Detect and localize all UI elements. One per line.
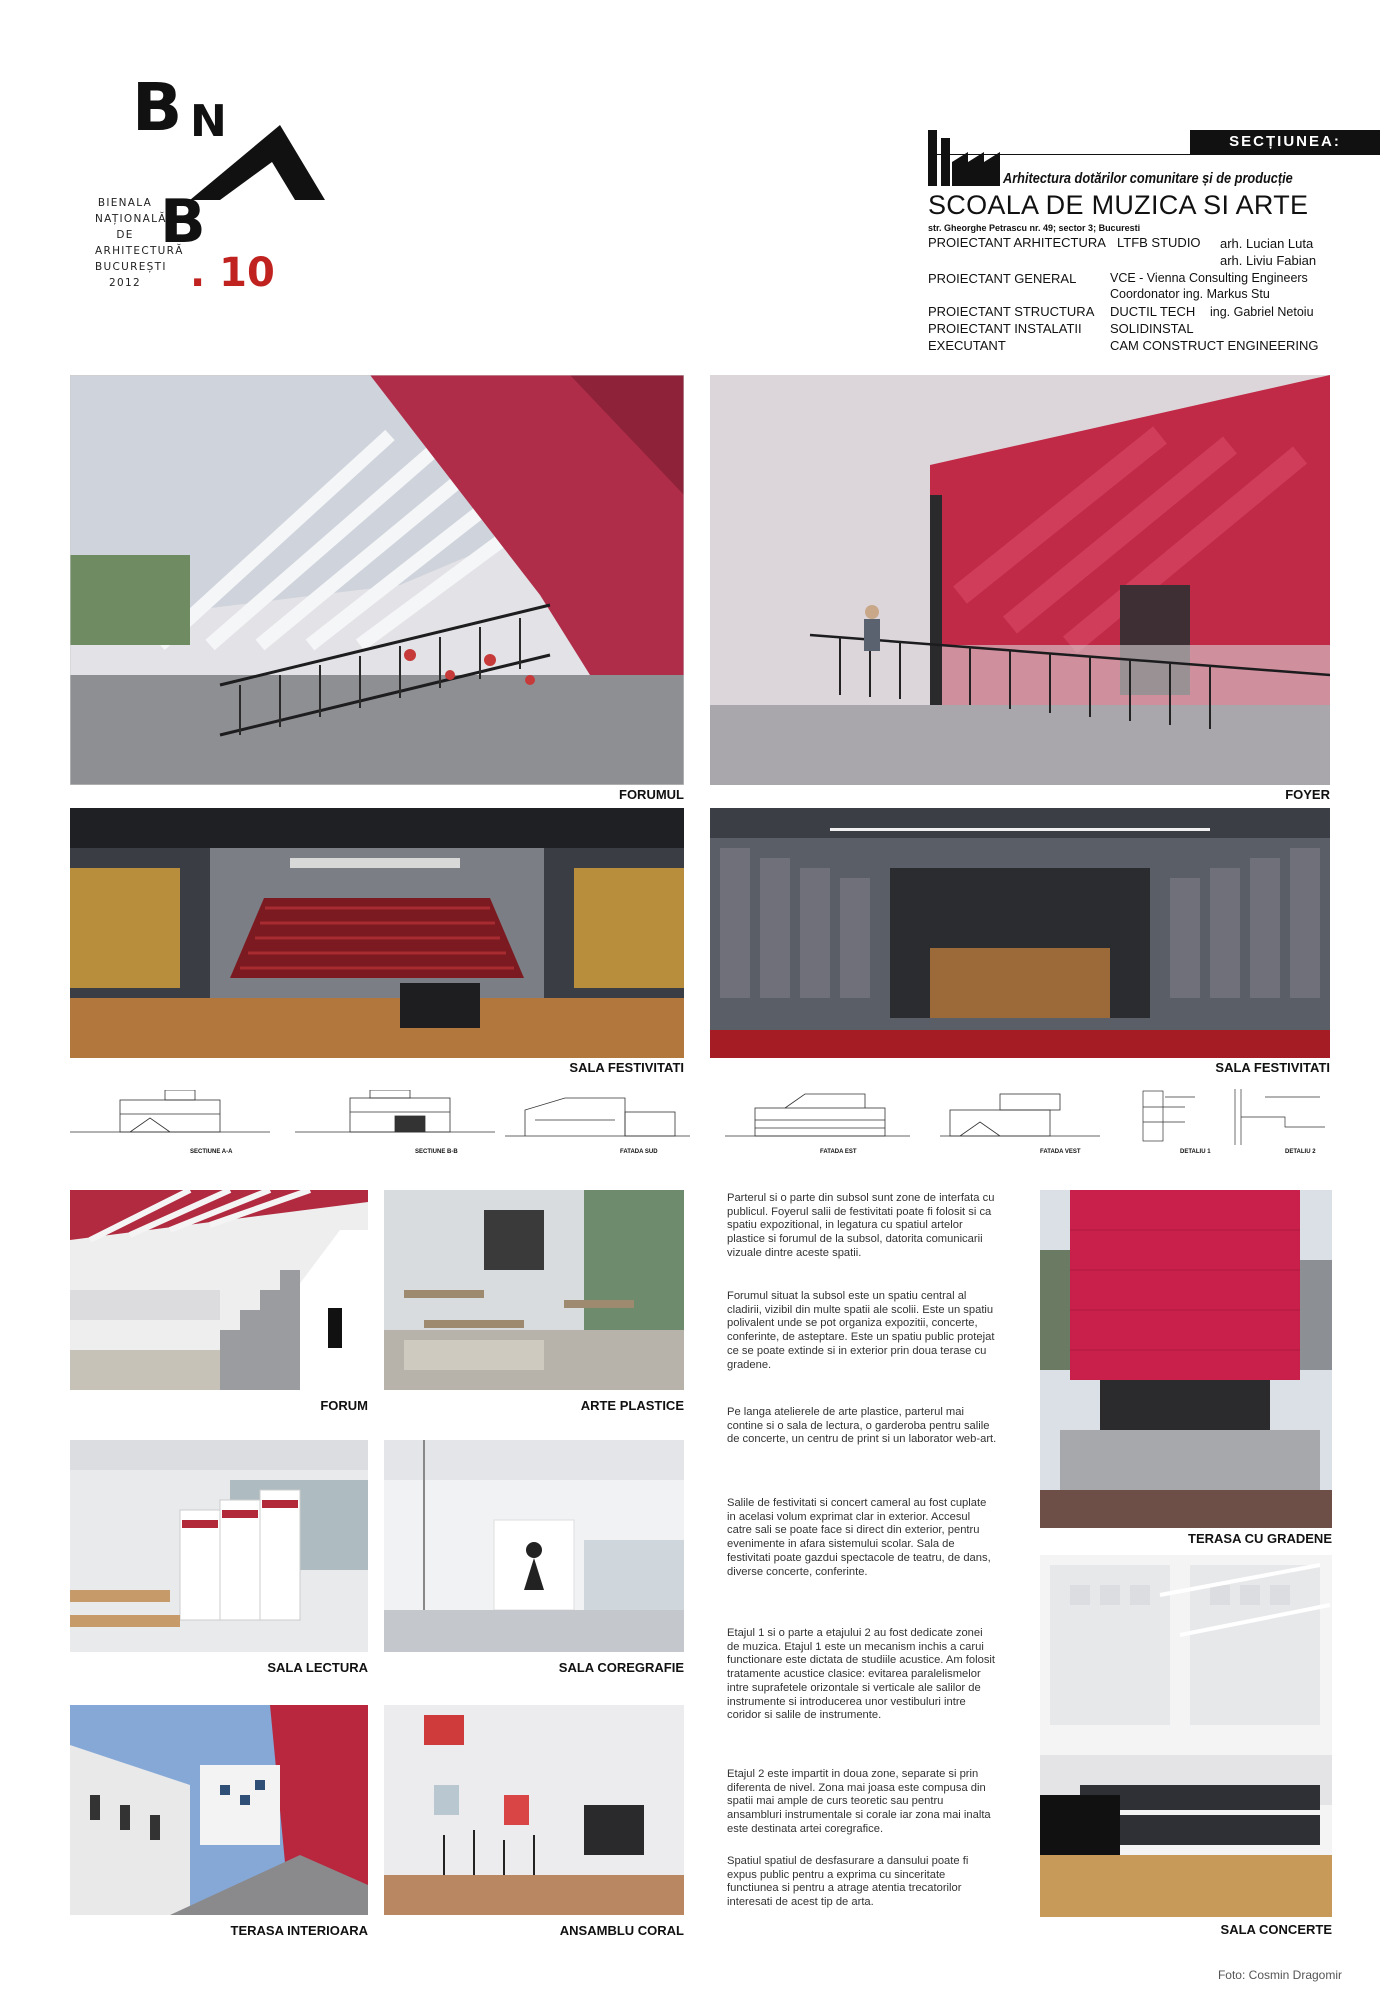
photo-sala-festivitati-2 <box>710 808 1330 1058</box>
credit-role: PROIECTANT STRUCTURA <box>928 304 1095 319</box>
logo-subtitle-line: ARHITECTURĂ <box>95 245 184 257</box>
logo-letter-b2: B <box>160 187 206 257</box>
description-paragraph: Salile de festivitati si concert cameral au fost cuplate in acelasi volum exprimat clar in exterior. Accesul catre sali se poate face si direct din exterior, pentru evenimente in afara sistemului scolar. Sala de festivitati poate gazdui spectacole de teatru, de dans, diverse concerte, conferinte. <box>727 1497 991 1578</box>
drawing-detaliu-2 <box>1225 1087 1330 1147</box>
project-address: str. Gheorghe Petrascu nr. 49; sector 3; Bucuresti <box>928 223 1141 233</box>
caption-terasa-interioara: TERASA INTERIOARA <box>230 1923 368 1938</box>
description-paragraph: Etajul 1 si o parte a etajului 2 au fost dedicate zonei de muzica. Etajul 1 este un mecanism inchis a carui functionare este dictata de studiile acustice. Am folosit tratamente acustice clasice: evitarea paralelismelor intre suprafetele orizontale si verticale ale salilor de instrumente si introducerea unor vestibuluri intre coridor si salile de instrumente. <box>727 1627 996 1722</box>
logo-letter-b1: B <box>132 69 183 146</box>
factory-icon <box>928 128 1002 186</box>
credit-role: EXECUTANT <box>928 338 1006 353</box>
photo-foyer <box>710 375 1330 785</box>
photo-arte-plastice <box>384 1190 684 1390</box>
caption-sala-festivitati-1: SALA FESTIVITATI <box>569 1060 684 1075</box>
caption-arte-plastice: ARTE PLASTICE <box>580 1398 684 1413</box>
logo-subtitle-line: 2012 <box>109 277 141 289</box>
credit-person: ing. Gabriel Netoiu <box>1210 305 1314 319</box>
credit-person: arh. Liviu Fabian <box>1220 253 1317 268</box>
logo-edition: . 10 <box>190 250 275 296</box>
description-paragraph: Pe langa atelierele de arte plastice, parterul mai contine si o sala de lectura, o garderoba pentru salile de concerte, un centru de print si un laborator web-art. <box>727 1406 997 1446</box>
caption-forumul: FORUMUL <box>619 787 684 802</box>
caption-ansamblu-coral: ANSAMBLU CORAL <box>559 1923 684 1938</box>
photo-sala-festivitati-1 <box>70 808 684 1058</box>
credit-firm: DUCTIL TECH <box>1110 304 1196 319</box>
photo-forum <box>70 1190 368 1390</box>
caption-fatada-sud: FATADA SUD <box>620 1149 658 1155</box>
caption-sectiune-b-b: SECTIUNE B-B <box>415 1149 458 1155</box>
caption-sala-lectura: SALA LECTURA <box>267 1660 368 1675</box>
photo-credit: Foto: Cosmin Dragomir <box>1217 1968 1342 1982</box>
credit-role: PROIECTANT ARHITECTURA <box>928 235 1106 250</box>
photo-terasa-cu-gradene <box>1040 1190 1332 1528</box>
caption-forum: FORUM <box>320 1398 368 1413</box>
logo-subtitle-line: DE <box>116 229 134 241</box>
photo-terasa-interioara <box>70 1705 368 1915</box>
drawing-fatada-est <box>725 1090 910 1145</box>
photo-forumul <box>70 375 684 785</box>
caption-sala-concerte: SALA CONCERTE <box>1220 1922 1332 1937</box>
credit-firm: Coordonator ing. Markus Stu <box>1110 287 1270 301</box>
credit-firm: SOLIDINSTAL <box>1110 321 1194 336</box>
credit-role: PROIECTANT INSTALATII <box>928 321 1082 336</box>
drawing-detaliu-1 <box>1135 1087 1205 1147</box>
project-title: SCOALA DE MUZICA SI ARTE <box>928 190 1309 220</box>
section-label: SECȚIUNEA: <box>1190 130 1380 154</box>
drawing-sectiune-a-a <box>70 1090 270 1145</box>
credit-role: PROIECTANT GENERAL <box>928 271 1077 286</box>
caption-fatada-vest: FATADA VEST <box>1040 1149 1081 1155</box>
caption-detaliu-2: DETALIU 2 <box>1285 1149 1316 1155</box>
description-paragraph: Forumul situat la subsol este un spatiu central al cladirii, vizibil din multe spatii ale scolii. Este un spatiu polivalent unde se pot organiza expozitii, concerte, conferinte, de asteptare. Este un spatiu public protejat ce se poate extinde si in exterior prin doua terase cu gradene. <box>727 1290 995 1371</box>
logo-subtitle-line: BUCUREȘTI <box>95 261 167 273</box>
logo-subtitle <box>95 195 184 291</box>
logo-subtitle-line: BIENALA <box>97 197 153 209</box>
photo-sala-coregrafie <box>384 1440 684 1652</box>
photo-sala-concerte <box>1040 1555 1332 1917</box>
credit-firm: LTFB STUDIO <box>1117 235 1201 250</box>
drawing-fatada-vest <box>940 1090 1100 1145</box>
logo-subtitle-line: NAȚIONALĂ <box>95 213 167 225</box>
photo-ansamblu-coral <box>384 1705 684 1915</box>
caption-foyer: FOYER <box>1285 787 1330 802</box>
description-paragraph: Etajul 2 este impartit in doua zone, separate si prin diferenta de nivel. Zona mai joasa este compusa din spatii mai ample de curs teoretic sau pentru ansambluri instrumentale si corale iar zona mai inalta este destinata artei coregrafice. <box>727 1768 991 1835</box>
caption-sala-festivitati-2: SALA FESTIVITATI <box>1215 1060 1330 1075</box>
logo-letter-n: N <box>190 96 227 147</box>
description-paragraph: Parterul si o parte din subsol sunt zone de interfata cu publicul. Foyerul salii de festivitati poate fi folosit si ca spatiu expozitional, in legatura cu spatiul artelor plastice si forumul de la subsol, datorita comunicarii vizuale dintre aceste spatii. <box>727 1192 995 1259</box>
credit-person: arh. Lucian Luta <box>1220 236 1314 251</box>
description-paragraph: Spatiul spatiul de desfasurare a dansului poate fi expus public pentru a exprima cu sinceritate functiunea si pentru a atrage atentia trecatorilor interesati de acest tip de arta. <box>727 1855 969 1909</box>
category-title: Arhitectura dotărilor comunitare și de producție <box>1003 170 1293 187</box>
caption-sala-coregrafie: SALA COREGRAFIE <box>558 1660 684 1675</box>
credit-firm: VCE - Vienna Consulting Engineers <box>1110 271 1308 285</box>
drawing-fatada-sud <box>505 1090 690 1145</box>
caption-terasa-cu-gradene: TERASA CU GRADENE <box>1188 1531 1332 1546</box>
caption-detaliu-1: DETALIU 1 <box>1180 1149 1211 1155</box>
credit-firm: CAM CONSTRUCT ENGINEERING <box>1110 338 1319 353</box>
drawing-sectiune-b-b <box>295 1090 495 1145</box>
photo-sala-lectura <box>70 1440 368 1652</box>
caption-fatada-est: FATADA EST <box>820 1149 857 1155</box>
caption-sectiune-a-a: SECTIUNE A-A <box>190 1149 233 1155</box>
